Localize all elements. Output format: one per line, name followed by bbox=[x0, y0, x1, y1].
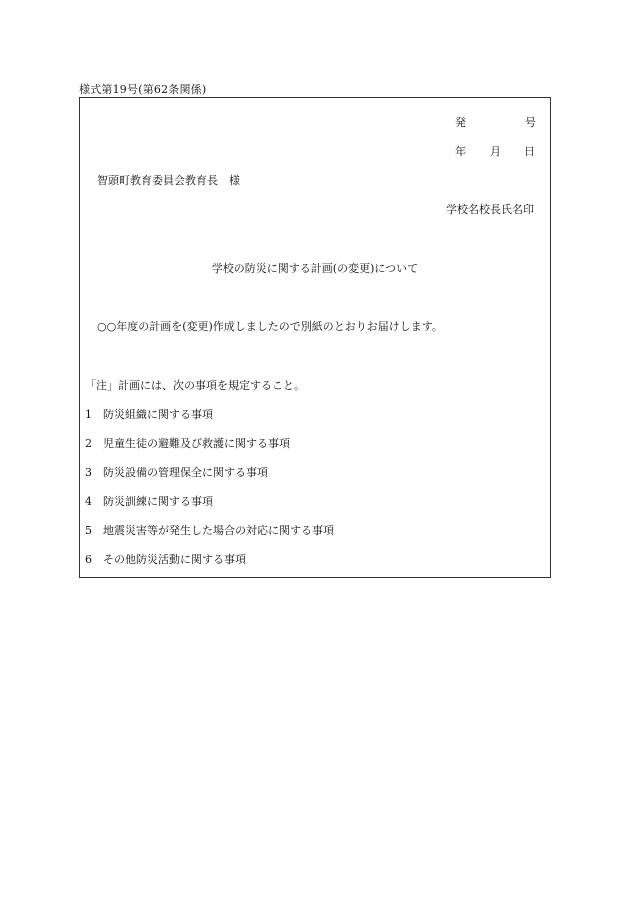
document-title: 学校の防災に関する計画(の変更)について bbox=[211, 262, 419, 275]
list-item-text: 防災訓練に関する事項 bbox=[103, 495, 213, 508]
list-item-number: 5 bbox=[85, 524, 92, 537]
issue-number-suffix: 号 bbox=[525, 116, 536, 129]
list-item bbox=[85, 551, 246, 567]
note-heading: 「注」計画には、次の事項を規定すること。 bbox=[85, 379, 305, 392]
form-frame bbox=[79, 97, 551, 578]
list-item bbox=[85, 522, 334, 538]
list-item-number: 6 bbox=[85, 553, 92, 566]
list-item-number: 3 bbox=[85, 466, 92, 479]
list-item bbox=[85, 435, 290, 451]
addressee: 智頭町教育委員会教育長 様 bbox=[97, 174, 240, 187]
list-item bbox=[85, 464, 268, 480]
list-item-number: 4 bbox=[85, 495, 92, 508]
date-month-label: 月 bbox=[490, 145, 501, 158]
list-item-text: その他防災活動に関する事項 bbox=[103, 553, 246, 566]
list-item bbox=[85, 406, 213, 422]
date-year-label: 年 bbox=[455, 145, 466, 158]
date-day-label: 日 bbox=[524, 145, 535, 158]
list-item-number: 2 bbox=[85, 437, 92, 450]
issue-number-label: 発 bbox=[455, 116, 466, 129]
list-item-text: 児童生徒の避難及び救護に関する事項 bbox=[103, 437, 290, 450]
form-number-label: 様式第19号(第62条関係) bbox=[79, 83, 207, 96]
school-principal-seal: 学校名校長氏名印 bbox=[446, 203, 534, 216]
list-item-text: 地震災害等が発生した場合の対応に関する事項 bbox=[103, 524, 334, 537]
list-item bbox=[85, 493, 213, 509]
list-item-text: 防災設備の管理保全に関する事項 bbox=[103, 466, 268, 479]
list-item-text: 防災組織に関する事項 bbox=[103, 408, 213, 421]
list-item-number: 1 bbox=[85, 408, 92, 421]
body-text: ○○年度の計画を(変更)作成しましたので別紙のとおりお届けします。 bbox=[97, 320, 443, 333]
